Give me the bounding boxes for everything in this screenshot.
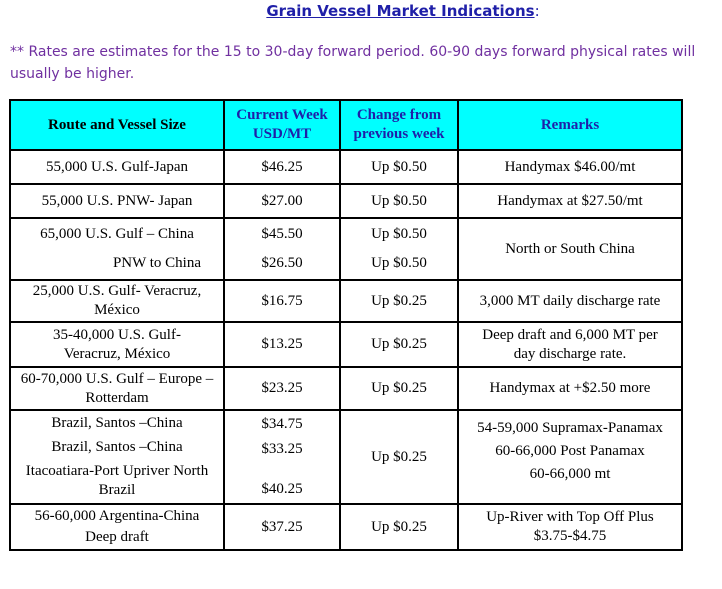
rate-cell: $37.25	[224, 504, 340, 550]
rate-line: $33.25	[261, 441, 303, 458]
route-line: 65,000 U.S. Gulf – China	[40, 226, 194, 242]
header-row	[10, 100, 682, 150]
title-colon: :	[534, 2, 540, 20]
change-line: Up $0.50	[371, 255, 427, 271]
header-current-l2: USD/MT	[252, 126, 312, 142]
change-cell: Up $0.25	[340, 280, 458, 322]
rate-cell: $13.25	[224, 322, 340, 367]
table-row	[10, 410, 682, 504]
page-title	[0, 2, 722, 20]
table-row	[10, 367, 682, 410]
remarks-cell: North or South China	[458, 218, 682, 280]
remarks-cell: Handymax $46.00/mt	[458, 150, 682, 184]
change-cell: Up $0.25	[340, 322, 458, 367]
remarks-line: 54-59,000 Supramax-Panamax	[477, 420, 663, 436]
change-cell: Up $0.25	[340, 410, 458, 504]
table-row	[10, 184, 682, 218]
remarks-line: 60-66,000 Post Panamax	[495, 443, 645, 459]
change-cell: Up $0.25	[340, 367, 458, 410]
remarks-cell: Up-River with Top Off Plus $3.75-$4.75	[458, 504, 682, 550]
header-change-l2: previous week	[353, 126, 445, 142]
header-change-l1: Change from	[356, 107, 442, 123]
remarks-cell: Handymax at +$2.50 more	[458, 367, 682, 410]
table-row	[10, 322, 682, 367]
header-route: Route and Vessel Size	[10, 100, 224, 150]
remarks-cell: 3,000 MT daily discharge rate	[458, 280, 682, 322]
change-cell	[340, 218, 458, 280]
rate-line: $40.25	[261, 480, 303, 497]
route-line: Deep draft	[85, 529, 149, 545]
remarks-line: 60-66,000 mt	[529, 466, 611, 482]
rate-cell	[224, 410, 340, 504]
route-cell: 25,000 U.S. Gulf- Veracruz, México	[10, 280, 224, 322]
header-current-l1: Current Week	[236, 107, 328, 123]
route-line: Brazil, Santos –China	[51, 415, 183, 432]
route-cell: 55,000 U.S. Gulf-Japan	[10, 150, 224, 184]
route-cell: 55,000 U.S. PNW- Japan	[10, 184, 224, 218]
remarks-cell: Deep draft and 6,000 MT per day discharge rate.	[458, 322, 682, 367]
route-cell: 60-70,000 U.S. Gulf – Europe – Rotterdam	[10, 367, 224, 410]
header-current-week	[224, 100, 340, 150]
vessel-rates-table	[9, 99, 683, 551]
change-line: Up $0.50	[371, 226, 427, 242]
route-line: Itacoatiara-Port Upriver North Brazil	[25, 462, 209, 498]
rate-cell: $16.75	[224, 280, 340, 322]
rate-cell: $23.25	[224, 367, 340, 410]
route-cell	[10, 218, 224, 280]
change-cell: Up $0.50	[340, 184, 458, 218]
rate-line: $26.50	[261, 255, 303, 271]
title-text: Grain Vessel Market Indications	[266, 2, 535, 20]
remarks-cell	[458, 410, 682, 504]
change-cell: Up $0.25	[340, 504, 458, 550]
route-cell: 35-40,000 U.S. Gulf-Veracruz, México	[10, 322, 224, 367]
change-cell: Up $0.50	[340, 150, 458, 184]
route-cell	[10, 504, 224, 550]
remarks-cell: Handymax at $27.50/mt	[458, 184, 682, 218]
table-row	[10, 504, 682, 550]
rate-line: $34.75	[261, 416, 303, 433]
table-row	[10, 218, 682, 280]
route-line: 56-60,000 Argentina-China	[34, 508, 200, 524]
route-line: Brazil, Santos –China	[51, 438, 183, 455]
route-line: PNW to China	[112, 255, 201, 271]
table-row	[10, 280, 682, 322]
rate-cell: $27.00	[224, 184, 340, 218]
rate-cell	[224, 218, 340, 280]
header-remarks: Remarks	[458, 100, 682, 150]
header-change	[340, 100, 458, 150]
rates-note: ** Rates are estimates for the 15 to 30-day forward period. 60-90 days forward physical rates will usually be higher.	[10, 44, 696, 82]
rate-cell: $46.25	[224, 150, 340, 184]
table-row	[10, 150, 682, 184]
rate-line: $45.50	[261, 226, 303, 242]
route-cell	[10, 410, 224, 504]
